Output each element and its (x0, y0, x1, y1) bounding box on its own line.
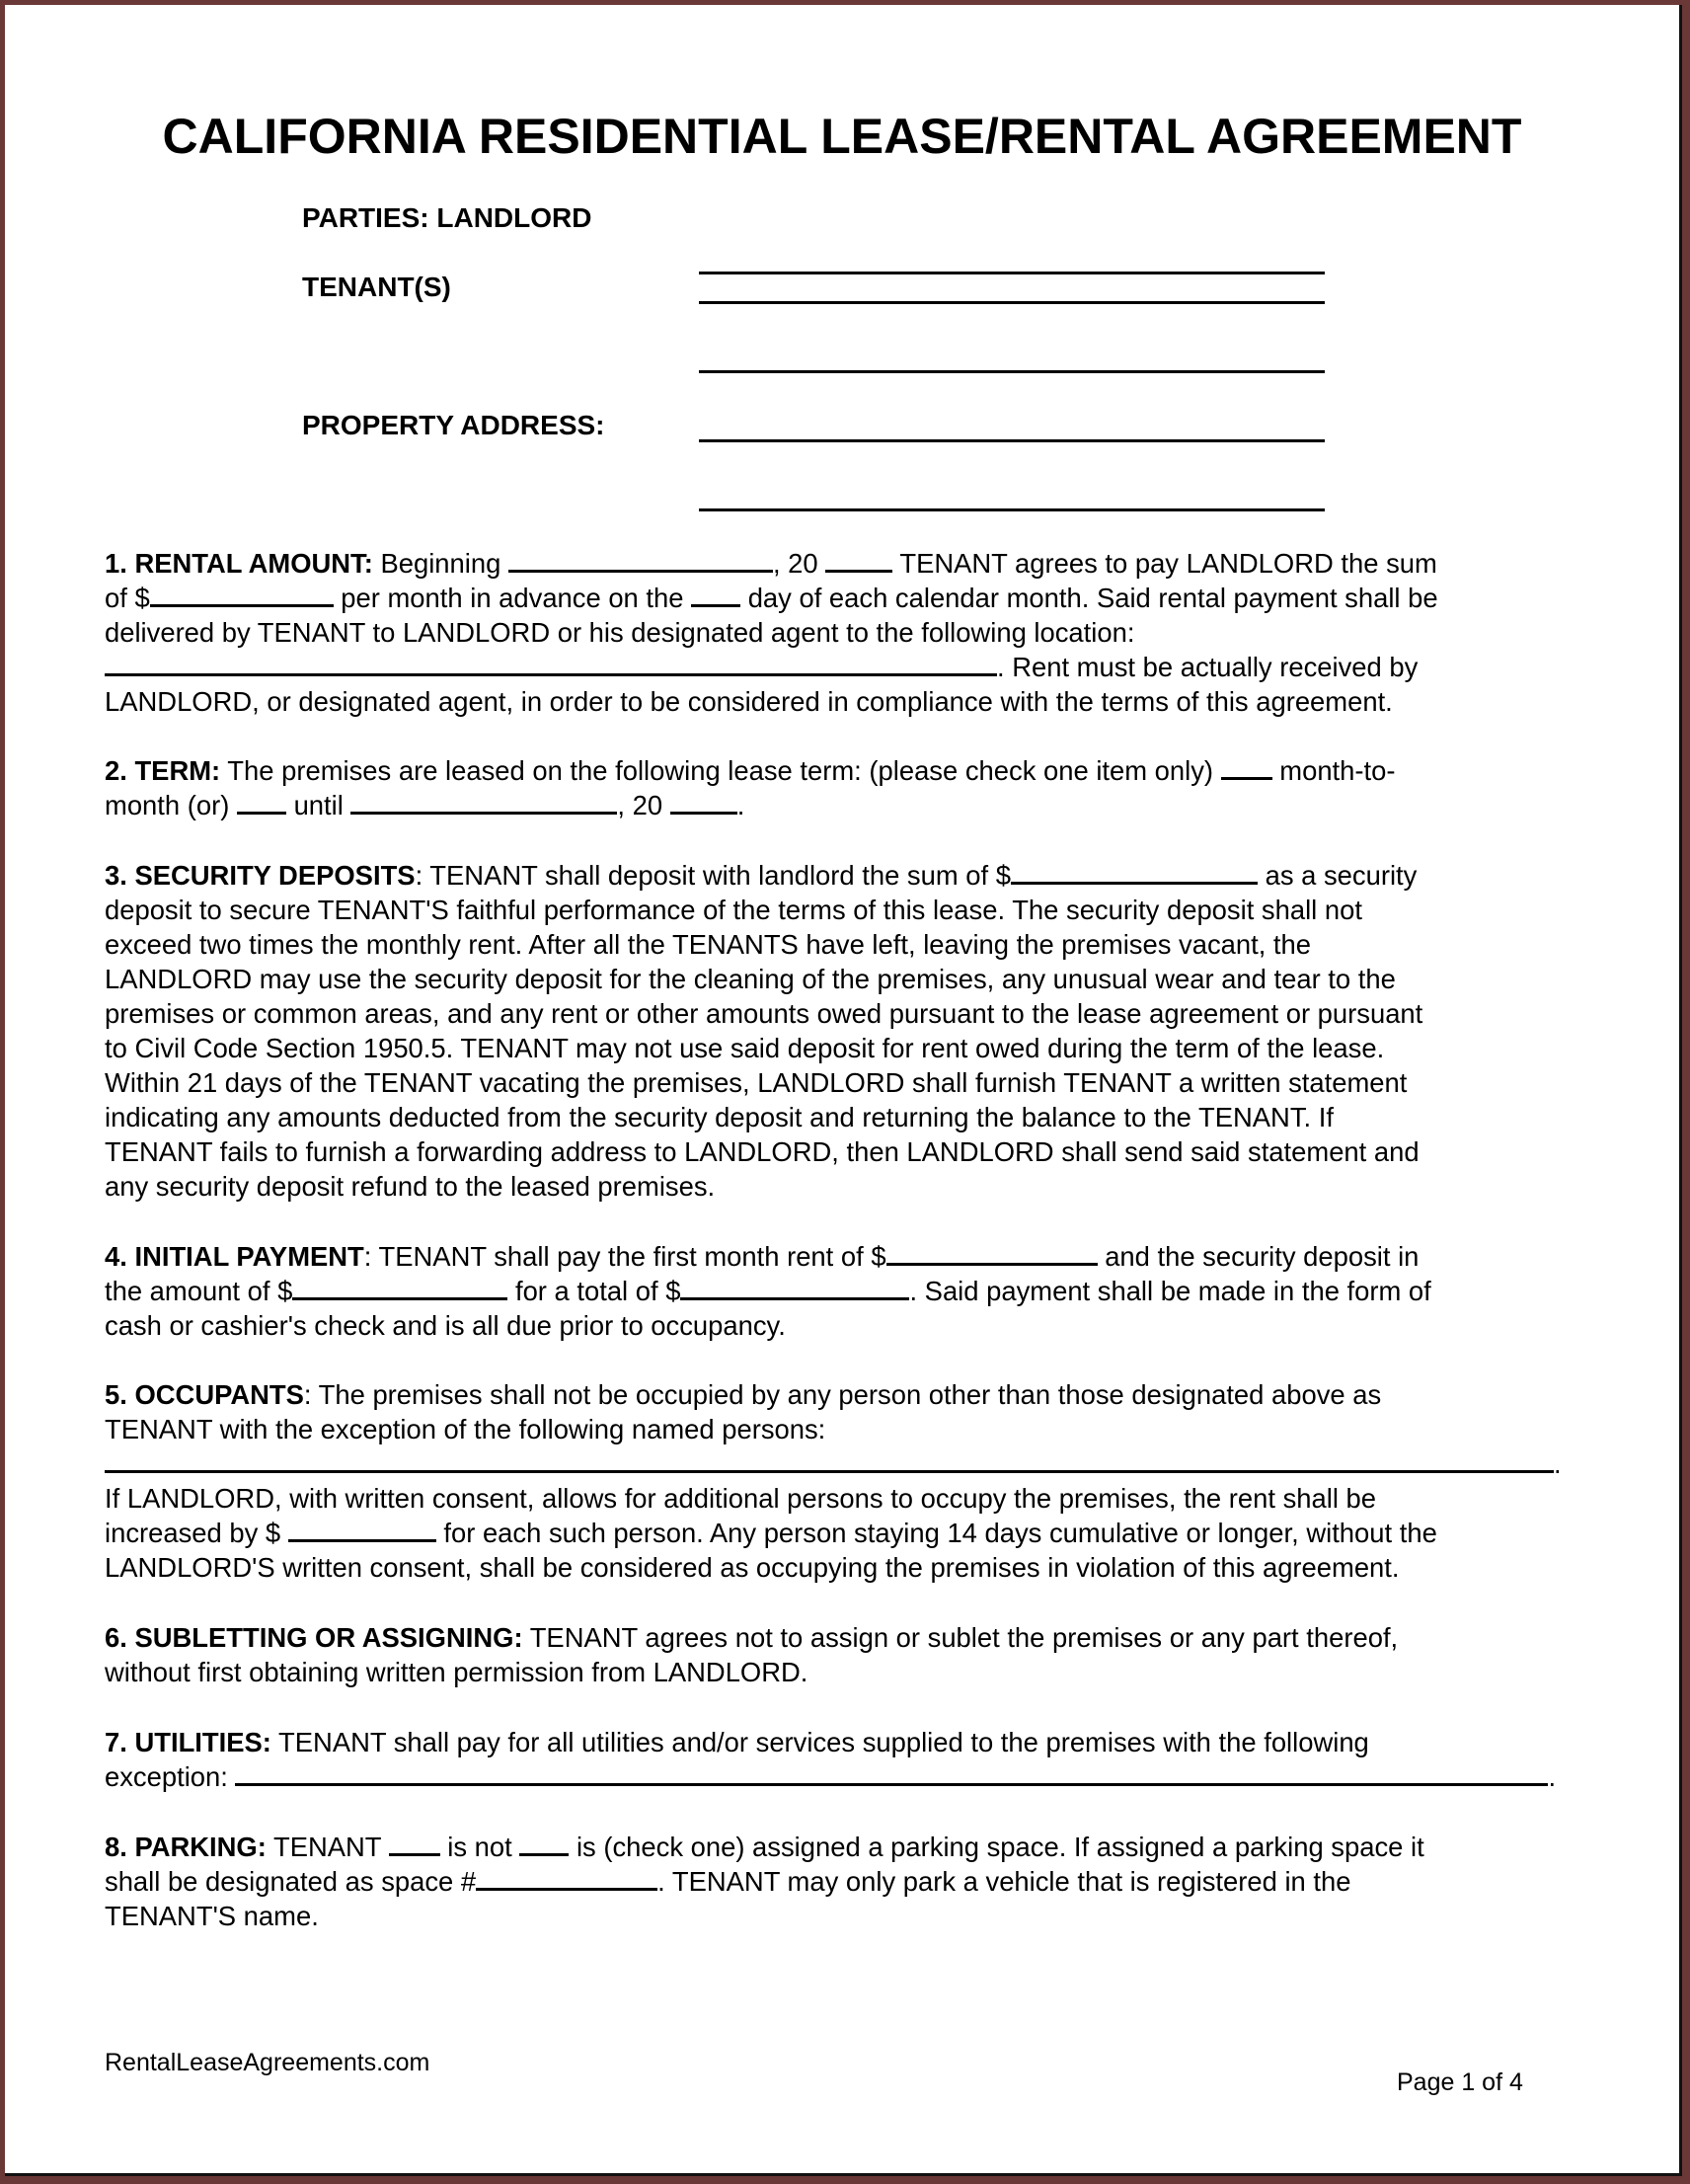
parking-assigned-checkbox[interactable] (519, 1830, 569, 1856)
text: month-to- (1271, 755, 1396, 786)
tenant-field-2[interactable] (699, 370, 1325, 373)
section-heading: 4. INITIAL PAYMENT (105, 1241, 364, 1272)
first-month-rent-field[interactable] (886, 1239, 1098, 1266)
footer-source: RentalLeaseAgreements.com (105, 2049, 430, 2076)
property-address-field-2[interactable] (699, 508, 1325, 511)
document-page (5, 5, 1682, 2176)
section-parking (105, 1830, 1595, 1933)
text: LANDLORD may use the security deposit for the cleaning of the premises, any unusual wear and tear to the (105, 964, 1396, 994)
text: any security deposit refund to the leased premises. (105, 1171, 716, 1202)
document-title: CALIFORNIA RESIDENTIAL LEASE/RENTAL AGREEMENT (162, 109, 1522, 164)
text: The premises are leased on the following lease term: (please check one item only) (220, 755, 1221, 786)
landlord-field[interactable] (699, 272, 1325, 274)
section-heading: 8. PARKING: (105, 1832, 267, 1862)
text: TENANT'S name. (105, 1901, 319, 1931)
text: for each such person. Any person staying 14 days cumulative or longer, without the (435, 1518, 1437, 1548)
text: to Civil Code Section 1950.5. TENANT may not use said deposit for rent owed during the term of the lease. (105, 1033, 1385, 1063)
text: TENANT (266, 1832, 389, 1862)
text: of $ (105, 583, 150, 613)
section-heading: 7. UTILITIES: (105, 1727, 271, 1757)
text: shall be designated as space # (105, 1866, 477, 1897)
text: . TENANT may only park a vehicle that is registered in the (657, 1866, 1351, 1897)
initial-deposit-amount-field[interactable] (292, 1274, 507, 1300)
section-rental-amount (105, 546, 1595, 719)
section-heading: 2. TERM: (105, 755, 221, 786)
section-utilities (105, 1725, 1595, 1794)
text: . (1548, 1761, 1557, 1792)
text: TENANT agrees not to assign or sublet the premises or any part thereof, (522, 1622, 1399, 1653)
text: indicating any amounts deducted from the security deposit and returning the balance to the TENANT. If (105, 1102, 1334, 1132)
text: Beginning (372, 548, 508, 579)
due-day-field[interactable] (691, 581, 740, 607)
text: : TENANT shall pay the first month rent of $ (363, 1241, 886, 1272)
text: LANDLORD, or designated agent, in order to be considered in compliance with the terms of this agreement. (105, 686, 1393, 717)
section-term (105, 753, 1595, 822)
landlord-label: PARTIES: LANDLORD (302, 202, 592, 233)
section-heading: 1. RENTAL AMOUNT: (105, 548, 373, 579)
text: If LANDLORD, with written consent, allows for additional persons to occupy the premises, the rent shall be (105, 1483, 1376, 1514)
text: . (736, 790, 745, 820)
section-heading: 3. SECURITY DEPOSITS (105, 860, 416, 891)
term-end-date-field[interactable] (350, 788, 617, 815)
text: delivered by TENANT to LANDLORD or his designated agent to the following location: (105, 617, 1135, 648)
text: exceed two times the monthly rent. After all the TENANTS have left, leaving the premises vacant, the (105, 929, 1312, 960)
text: , 20 (617, 790, 670, 820)
text: exception: (105, 1761, 236, 1792)
text: : TENANT shall deposit with landlord the sum of $ (415, 860, 1011, 891)
additional-person-rent-field[interactable] (288, 1516, 436, 1542)
text: per month in advance on the (333, 583, 692, 613)
text: premises or common areas, and any rent or other amounts owed pursuant to the lease agreement or pursuant (105, 998, 1423, 1029)
section-subletting (105, 1620, 1595, 1689)
month-to-month-checkbox[interactable] (1221, 753, 1272, 780)
text: . Rent must be actually received by (997, 652, 1419, 682)
text: . Said payment shall be made in the form of (909, 1276, 1431, 1306)
text: TENANT with the exception of the following named persons: (105, 1414, 826, 1444)
text: as a security (1257, 860, 1418, 891)
beginning-year-field[interactable] (825, 546, 892, 573)
property-address-field-1[interactable] (699, 439, 1325, 442)
text: LANDLORD'S written consent, shall be considered as occupying the premises in violation of this agreement. (105, 1552, 1400, 1583)
text: month (or) (105, 790, 237, 820)
section-heading: 6. SUBLETTING OR ASSIGNING: (105, 1622, 523, 1653)
text: : The premises shall not be occupied by any person other than those designated above as (303, 1379, 1382, 1410)
text: until (285, 790, 351, 820)
text: the amount of $ (105, 1276, 293, 1306)
parking-space-number-field[interactable] (476, 1864, 657, 1891)
text: deposit to secure TENANT'S faithful performance of the terms of this lease. The security deposit shall not (105, 895, 1362, 925)
section-security-deposits (105, 858, 1595, 1204)
parking-not-assigned-checkbox[interactable] (389, 1830, 440, 1856)
tenant-field-1[interactable] (699, 301, 1325, 304)
term-end-year-field[interactable] (670, 788, 737, 815)
text: cash or cashier's check and is all due prior to occupancy. (105, 1310, 786, 1341)
security-deposit-amount-field[interactable] (1011, 858, 1258, 885)
tenants-label: TENANT(S) (302, 272, 451, 302)
text: increased by $ (105, 1518, 288, 1548)
section-heading: 5. OCCUPANTS (105, 1379, 304, 1410)
section-initial-payment (105, 1239, 1595, 1343)
monthly-rent-field[interactable] (150, 581, 334, 607)
section-occupants (105, 1377, 1595, 1585)
text: day of each calendar month. Said rental payment shall be (740, 583, 1438, 613)
fixed-term-checkbox[interactable] (237, 788, 286, 815)
text: and the security deposit in (1097, 1241, 1420, 1272)
text: for a total of $ (507, 1276, 681, 1306)
payment-location-field[interactable] (105, 650, 997, 676)
property-address-label: PROPERTY ADDRESS: (302, 410, 605, 440)
text: . (1554, 1448, 1562, 1479)
text: TENANT agrees to pay LANDLORD the sum (892, 548, 1437, 579)
text: without first obtaining written permission from LANDLORD. (105, 1657, 808, 1687)
text: TENANT shall pay for all utilities and/or services supplied to the premises with the following (270, 1727, 1369, 1757)
beginning-date-field[interactable] (508, 546, 773, 573)
page-indicator: Page 1 of 4 (1397, 2068, 1523, 2096)
text: is (check one) assigned a parking space. If assigned a parking space it (569, 1832, 1424, 1862)
text: TENANT fails to furnish a forwarding address to LANDLORD, then LANDLORD shall send said statement and (105, 1136, 1420, 1167)
utilities-exception-field[interactable] (235, 1759, 1548, 1786)
initial-total-field[interactable] (680, 1274, 909, 1300)
text: , 20 (772, 548, 826, 579)
named-occupants-field[interactable] (105, 1446, 1554, 1473)
text: is not (439, 1832, 520, 1862)
text: Within 21 days of the TENANT vacating the premises, LANDLORD shall furnish TENANT a written statement (105, 1067, 1408, 1098)
